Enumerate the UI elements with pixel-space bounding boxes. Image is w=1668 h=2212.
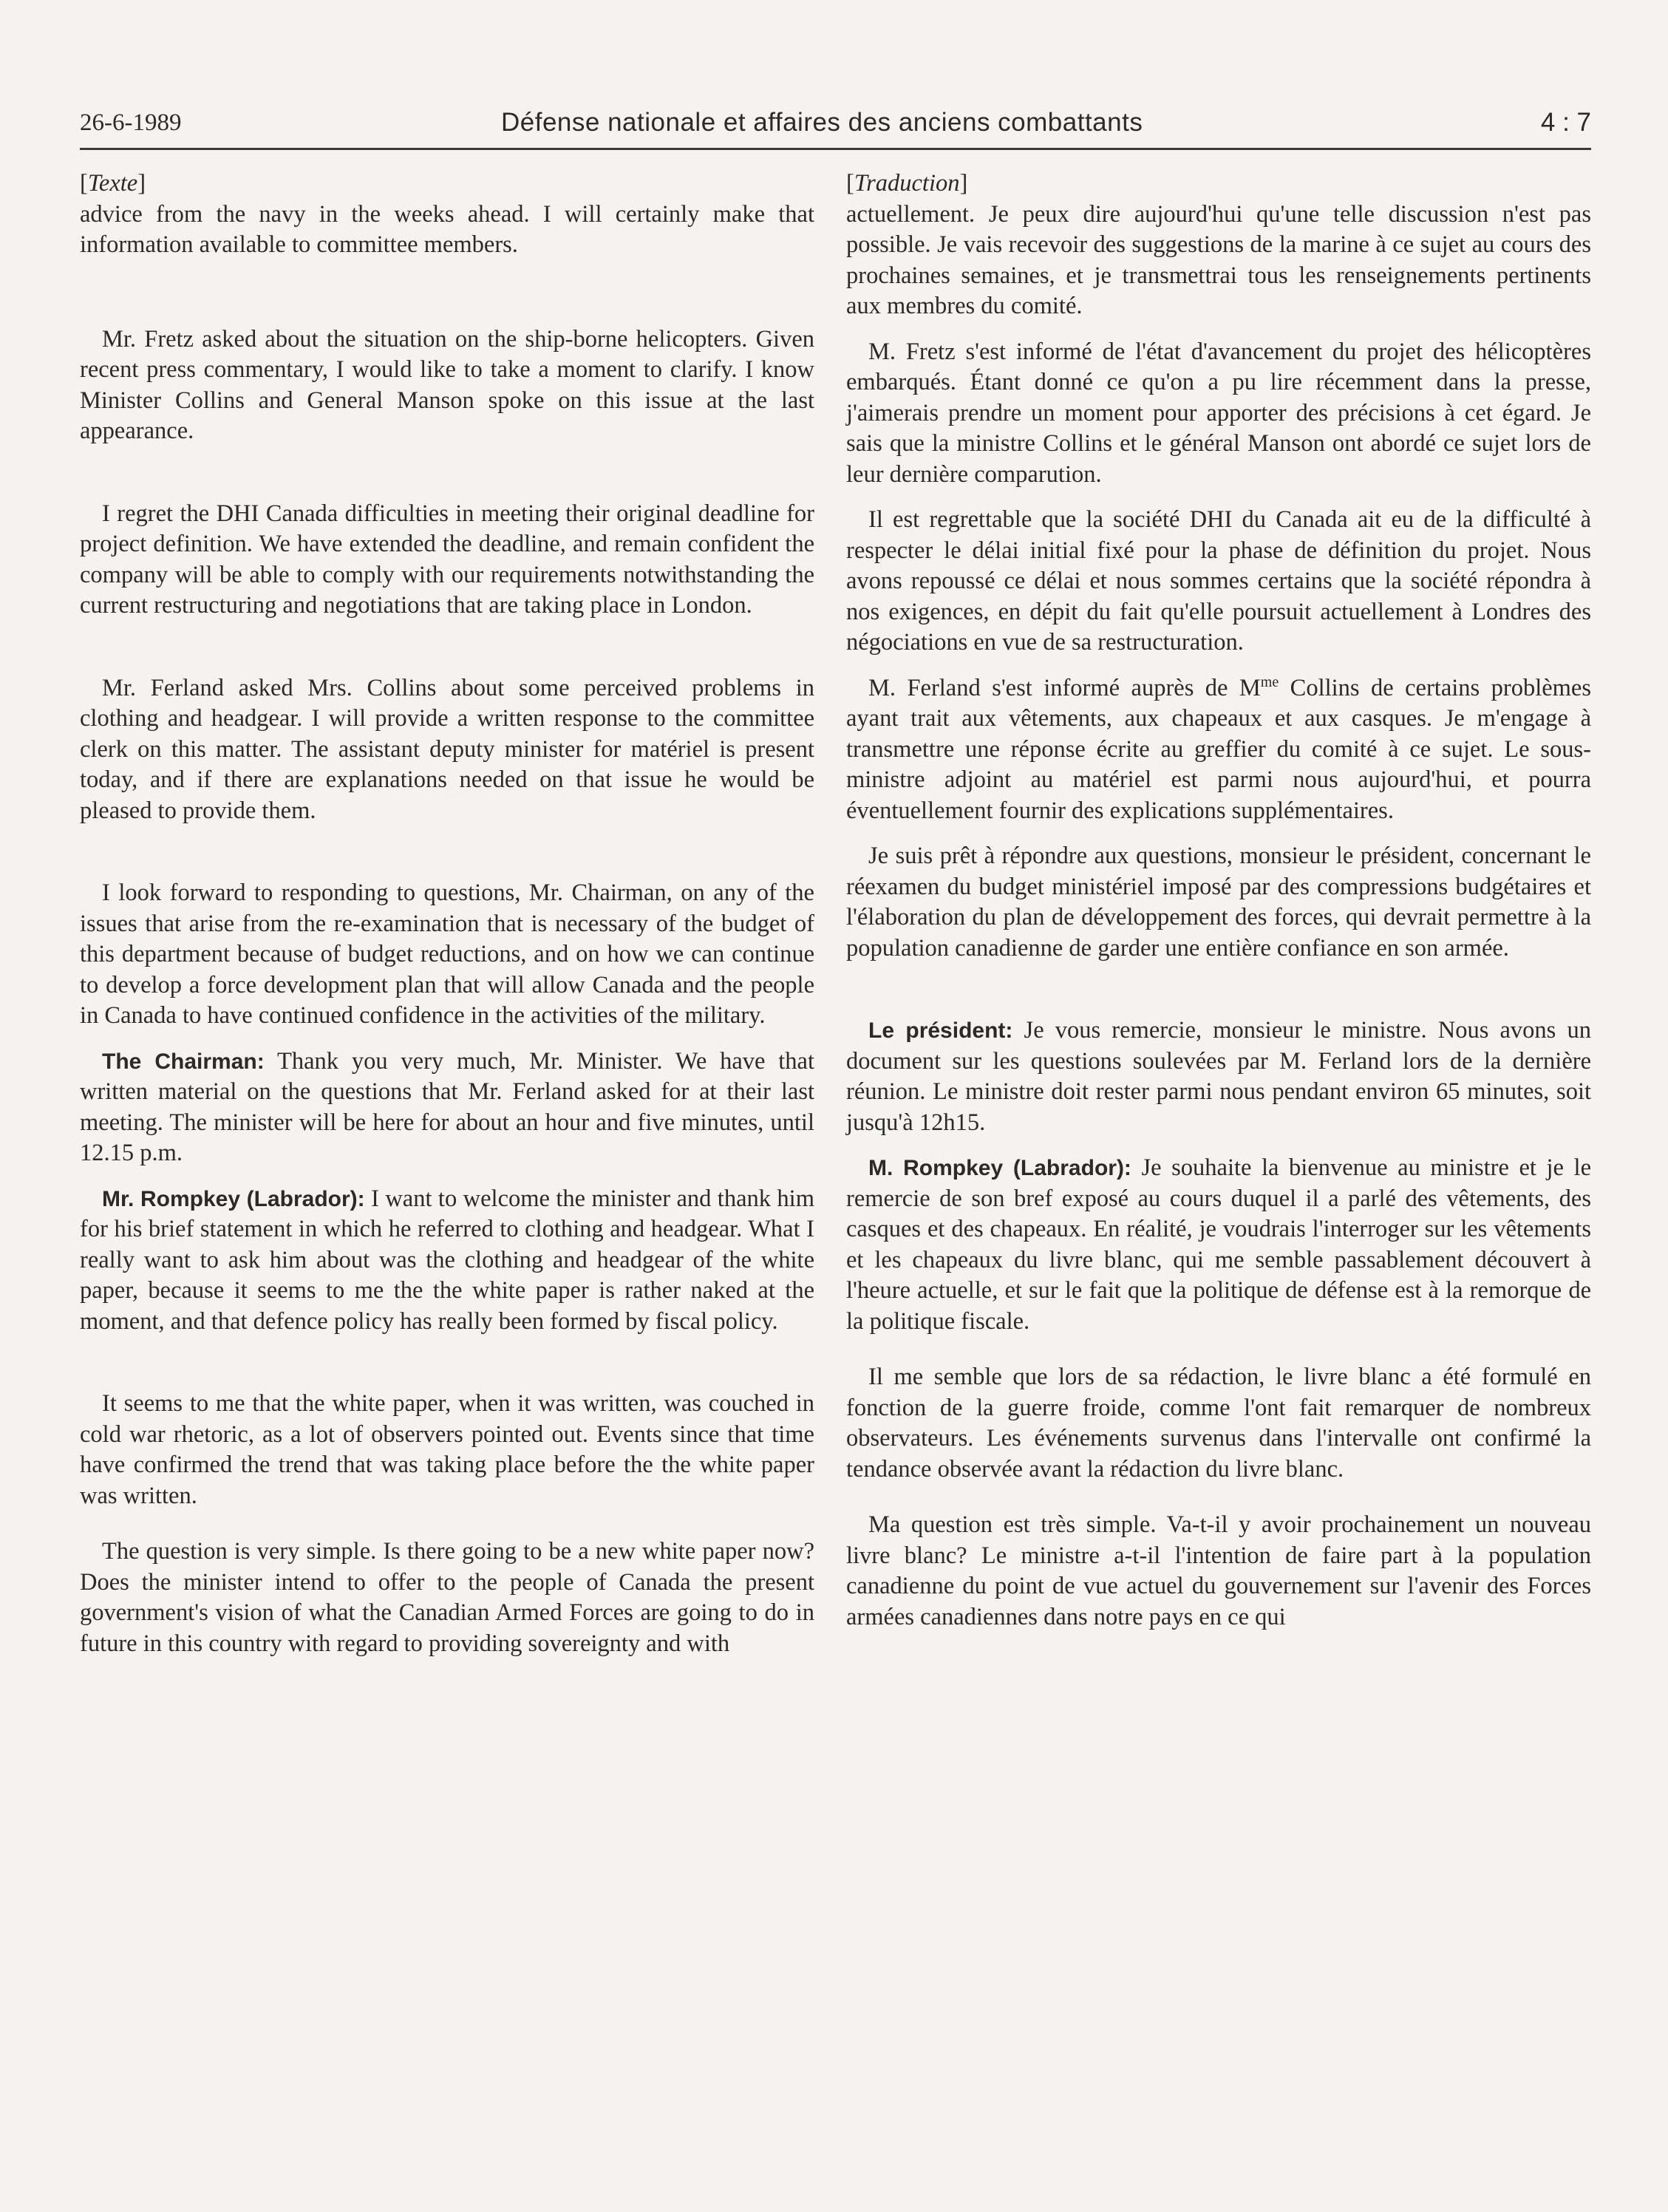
paragraph: Ma question est très simple. Va-t-il y avoir prochainement un nouveau livre blanc? Le ministre a-t-il l'intention de faire part à la population canadienne du point de vue actuel du gouvernement sur l'avenir des Forces armées canadiennes dans notre pays en ce qui	[846, 1511, 1591, 1630]
paragraph: I look forward to responding to questions, Mr. Chairman, on any of the issues that arise from the re-examination that is necessary of the budget of this department because of budget reductions, and on how we can continue to develop a force development plan that will allow Canada and the people in Canada to have continued confidence in the activities of the military.	[80, 879, 814, 1029]
paragraph: The question is very simple. Is there going to be a new white paper now? Does the minister intend to offer to the people of Canada the present government's vision of what the Canadian Armed Forces are going to do in future in this country with regard to providing sovereignty and with	[80, 1538, 814, 1657]
english-column	[80, 169, 814, 1659]
paragraph: Il est regrettable que la société DHI du Canada ait eu de la difficulté à respecter le délai initial fixé pour la phase de définition du projet. Nous avons repoussé ce délai et nous sommes certains que la société répondra à nos exigences, en dépit du fait qu'elle poursuit actuellement à Londres des négociations en vue de sa restructuration.	[846, 506, 1591, 656]
paragraph: I regret the DHI Canada difficulties in meeting their original deadline for project definition. We have extended the deadline, and remain confident the company will be able to comply with our requirements notwithstanding the current restructuring and negotiations that are taking place in London.	[80, 500, 814, 619]
speaker-name: M. Rompkey (Labrador):	[868, 1156, 1131, 1180]
paragraph: M. Rompkey (Labrador): Je souhaite la bienvenue au ministre et je le remercie de son bref exposé au cours duquel il a parlé des vêtements, des casques et des chapeaux. En réalité, je voudrais l'interroger sur les vêtements et les chapeaux du livre blanc, qui me semble passablement découvert à l'heure actuelle, et sur le fait que la politique de défense est à la remorque de la politique fiscale.	[846, 1154, 1591, 1335]
header-page-number: 4 : 7	[1540, 108, 1591, 137]
header-title: Défense nationale et affaires des anciens combattants	[501, 108, 1143, 137]
page-header	[80, 103, 1591, 150]
paragraph: Mr. Rompkey (Labrador): I want to welcome the minister and thank him for his brief statement in which he referred to clothing and headgear. What I really want to ask him about was the clothing and headgear of the white paper, because it seems to me the the white paper is rather naked at the moment, and that defence policy has really been formed by fiscal policy.	[80, 1185, 814, 1335]
paragraph: M. Fretz s'est informé de l'état d'avancement du projet des hélicoptères embarqués. Étant donné ce qu'on a pu lire récemment dans la presse, j'aimerais prendre un moment pour apporter des précisions à cet égard. Je sais que la ministre Collins et le général Manson ont abordé ce sujet lors de leur dernière comparution.	[846, 338, 1591, 488]
speaker-name: Le président:	[868, 1018, 1013, 1043]
paragraph: M. Ferland s'est informé auprès de $M^{me}$ Collins de certains problèmes ayant trait aux vêtements, aux chapeaux et aux casques. Je m'engage à transmettre une réponse écrite au greffier du comité à ce sujet. Le sous-ministre adjoint au matériel est parmi nous aujourd'hui, et pourra éventuellement fournir des explications supplémentaires.	[846, 673, 1591, 824]
paragraph: Je suis prêt à répondre aux questions, monsieur le président, concernant le réexamen du budget ministériel imposé par des compressions budgétaires et l'élaboration du plan de développement des forces, qui devrait permettre à la population canadienne de garder une entière confiance en son armée.	[846, 843, 1591, 962]
paragraph: advice from the navy in the weeks ahead. I will certainly make that information available to committee members.	[80, 200, 814, 258]
paragraph: It seems to me that the white paper, when it was written, was couched in cold war rhetoric, as a lot of observers pointed out. Events since that time have confirmed the trend that was taking place before the the white paper was written.	[80, 1390, 814, 1509]
paragraph: Mr. Fretz asked about the situation on the ship-borne helicopters. Given recent press commentary, I would like to take a moment to clarify. I know Minister Collins and General Manson spoke on this issue at the last appearance.	[80, 325, 814, 444]
paragraph: actuellement. Je peux dire aujourd'hui qu'une telle discussion n'est pas possible. Je vais recevoir des suggestions de la marine à ce sujet au cours des prochaines semaines, et je transmettrai tous les renseignements pertinents aux membres du comité.	[846, 200, 1591, 319]
paragraph: Il me semble que lors de sa rédaction, le livre blanc a été formulé en fonction de la guerre froide, comme l'ont fait remarquer de nombreux observateurs. Les événements survenus dans l'intervalle ont confirmé la tendance observée avant la rédaction du livre blanc.	[846, 1364, 1591, 1483]
header-date: 26-6-1989	[80, 109, 182, 136]
paragraph: The Chairman: Thank you very much, Mr. Minister. We have that written material on the questions that Mr. Ferland asked for at their last meeting. The minister will be here for about an hour and five minutes, until 12.15 p.m.	[80, 1047, 815, 1166]
paragraph: Mr. Ferland asked Mrs. Collins about some perceived problems in clothing and headgear. I will provide a written response to the committee clerk on this matter. The assistant deputy minister for matériel is present today, and if there are explanations needed on that issue he would be pleased to provide them.	[80, 674, 814, 824]
section-tag-texte: [Texte]	[80, 170, 146, 197]
section-tag-traduction: [Traduction]	[846, 170, 968, 197]
speaker-name: The Chairman:	[102, 1049, 265, 1074]
french-column	[846, 169, 1591, 1633]
paragraph: Le président: Je vous remercie, monsieur le ministre. Nous avons un document sur les questions soulevées par M. Ferland lors de la dernière réunion. Le ministre doit rester parmi nous pendant environ 65 minutes, soit jusqu'à 12h15.	[846, 1017, 1591, 1136]
speaker-name: Mr. Rompkey (Labrador):	[102, 1186, 365, 1211]
